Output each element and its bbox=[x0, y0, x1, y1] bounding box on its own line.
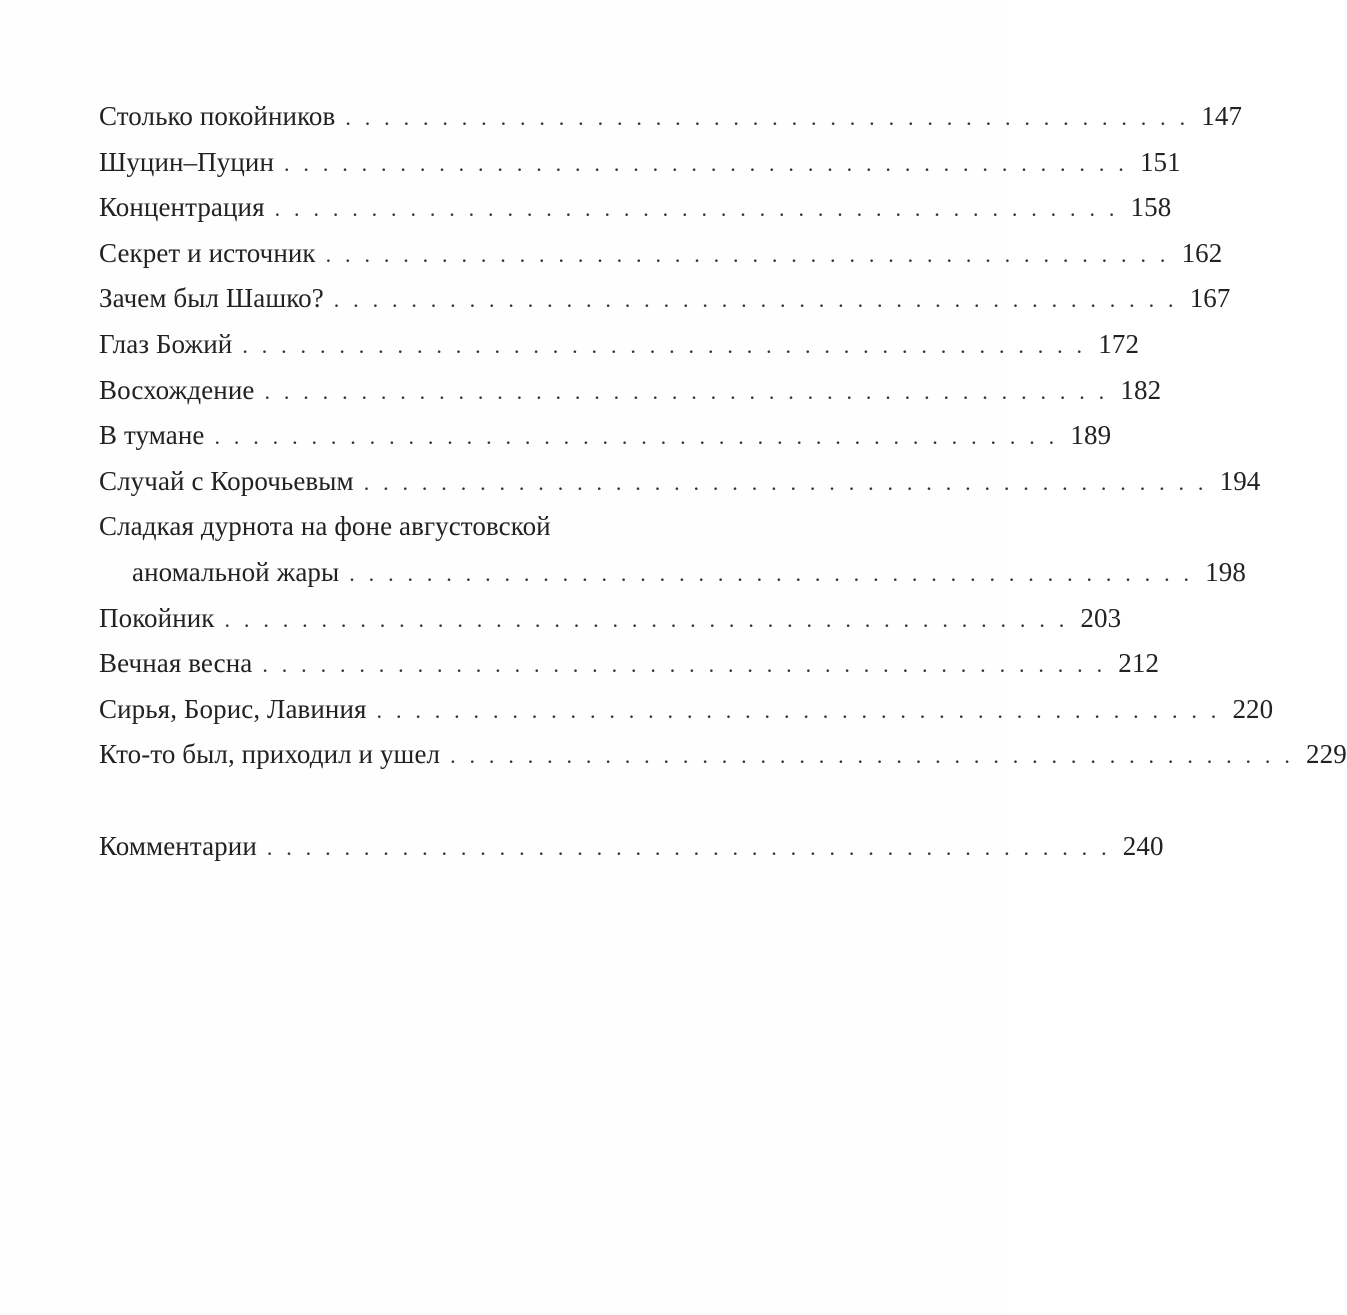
toc-entry bbox=[99, 368, 1162, 414]
toc-entry-page: 158 bbox=[1130, 192, 1172, 223]
toc-entry-title: Зачем был Шашко? bbox=[99, 283, 324, 314]
toc-entry bbox=[99, 687, 1274, 733]
toc-entry-page: 194 bbox=[1219, 465, 1261, 496]
toc-leader-dots: . . . . . . . . . . . . . . . . . . . . . . . . . . . . . . . . . . . . . . . . . . . . bbox=[333, 287, 1178, 313]
toc-entry-title: Шуцин–Пуцин bbox=[99, 146, 275, 177]
toc-leader-dots: . . . . . . . . . . . . . . . . . . . . . . . . . . . . . . . . . . . . . . . . . . . . bbox=[274, 196, 1119, 222]
toc-entry-title: Глаз Божий bbox=[99, 328, 233, 359]
toc-entry-title: Вечная весна bbox=[99, 648, 253, 679]
toc-entry-title-continuation: аномальной жары bbox=[132, 556, 340, 587]
toc-leader-dots: . . . . . . . . . . . . . . . . . . . . . . . . . . . . . . . . . . . . . . . . . . . . bbox=[349, 560, 1194, 586]
toc-entry bbox=[99, 459, 1261, 505]
toc-entry-page: 182 bbox=[1120, 374, 1162, 405]
toc-leader-dots: . . . . . . . . . . . . . . . . . . . . . . . . . . . . . . . . . . . . . . . . . . . . bbox=[363, 469, 1208, 495]
toc-leader-dots: . . . . . . . . . . . . . . . . . . . . . . . . . . . . . . . . . . . . . . . . . . . . bbox=[242, 332, 1087, 358]
toc-entry-title: В тумане bbox=[99, 420, 205, 451]
toc-entry-title: Комментарии bbox=[99, 830, 257, 861]
toc-entry-title: Покойник bbox=[99, 602, 215, 633]
toc-entry-title: Кто-то был, приходил и ушел bbox=[99, 739, 441, 770]
toc-entry-title: Столько покойников bbox=[99, 101, 336, 131]
toc-leader-dots: . . . . . . . . . . . . . . . . . . . . . . . . . . . . . . . . . . . . . . . . . . . . bbox=[262, 652, 1107, 678]
toc-entry bbox=[99, 322, 1140, 368]
toc-entry-page: 198 bbox=[1205, 556, 1246, 587]
toc-entry-page: 212 bbox=[1118, 648, 1160, 679]
toc-entry bbox=[99, 504, 1246, 595]
toc-entry-page: 172 bbox=[1098, 328, 1140, 359]
table-of-contents bbox=[99, 94, 1347, 869]
toc-leader-dots: . . . . . . . . . . . . . . . . . . . . . . . . . . . . . . . . . . . . . . . . . . . . bbox=[214, 424, 1059, 450]
toc-entry-page: 220 bbox=[1232, 693, 1274, 724]
toc-entry-page: 189 bbox=[1070, 420, 1112, 451]
toc-leader-dots: . . . . . . . . . . . . . . . . . . . . . . . . . . . . . . . . . . . . . . . . . . . . bbox=[264, 378, 1109, 404]
toc-entry-page: 167 bbox=[1189, 283, 1231, 314]
toc-entry-page: 151 bbox=[1139, 146, 1181, 177]
toc-entry-title: Секрет и источник bbox=[99, 237, 316, 268]
toc-entry-title: Сирья, Борис, Лавиния bbox=[99, 693, 367, 724]
toc-entry-page: 147 bbox=[1201, 101, 1243, 131]
toc-leader-dots: . . . . . . . . . . . . . . . . . . . . . . . . . . . . . . . . . . . . . . . . . . . . bbox=[345, 105, 1190, 130]
toc-entry bbox=[99, 824, 1164, 870]
toc-entry-page: 240 bbox=[1122, 830, 1164, 861]
toc-entry bbox=[99, 732, 1347, 778]
toc-entry bbox=[99, 641, 1160, 687]
toc-leader-dots: . . . . . . . . . . . . . . . . . . . . . . . . . . . . . . . . . . . . . . . . . . . . bbox=[224, 606, 1069, 632]
toc-leader-dots: . . . . . . . . . . . . . . . . . . . . . . . . . . . . . . . . . . . . . . . . . . . . bbox=[325, 241, 1170, 267]
toc-entry bbox=[99, 276, 1231, 322]
toc-entry bbox=[99, 231, 1223, 277]
toc-entry bbox=[99, 596, 1122, 642]
toc-entry-title: Концентрация bbox=[99, 192, 265, 223]
toc-entry bbox=[99, 94, 1243, 140]
toc-entry-page: 203 bbox=[1080, 602, 1122, 633]
toc-entry-page: 229 bbox=[1306, 739, 1347, 770]
toc-entry-title: Сладкая дурнота на фоне августовской bbox=[99, 511, 551, 542]
toc-leader-dots: . . . . . . . . . . . . . . . . . . . . . . . . . . . . . . . . . . . . . . . . . . . . bbox=[266, 834, 1111, 860]
toc-entry-page: 162 bbox=[1181, 237, 1223, 268]
toc-entry-title: Случай с Корочьевым bbox=[99, 465, 354, 496]
toc-leader-dots: . . . . . . . . . . . . . . . . . . . . . . . . . . . . . . . . . . . . . . . . . . . . bbox=[450, 743, 1295, 769]
toc-entry-title: Восхождение bbox=[99, 374, 255, 405]
toc-entry bbox=[99, 413, 1112, 459]
toc-leader-dots: . . . . . . . . . . . . . . . . . . . . . . . . . . . . . . . . . . . . . . . . . . . . bbox=[376, 697, 1221, 723]
toc-leader-dots: . . . . . . . . . . . . . . . . . . . . . . . . . . . . . . . . . . . . . . . . . . . . bbox=[284, 150, 1128, 176]
toc-entry bbox=[99, 140, 1181, 186]
toc-entry bbox=[99, 185, 1172, 231]
